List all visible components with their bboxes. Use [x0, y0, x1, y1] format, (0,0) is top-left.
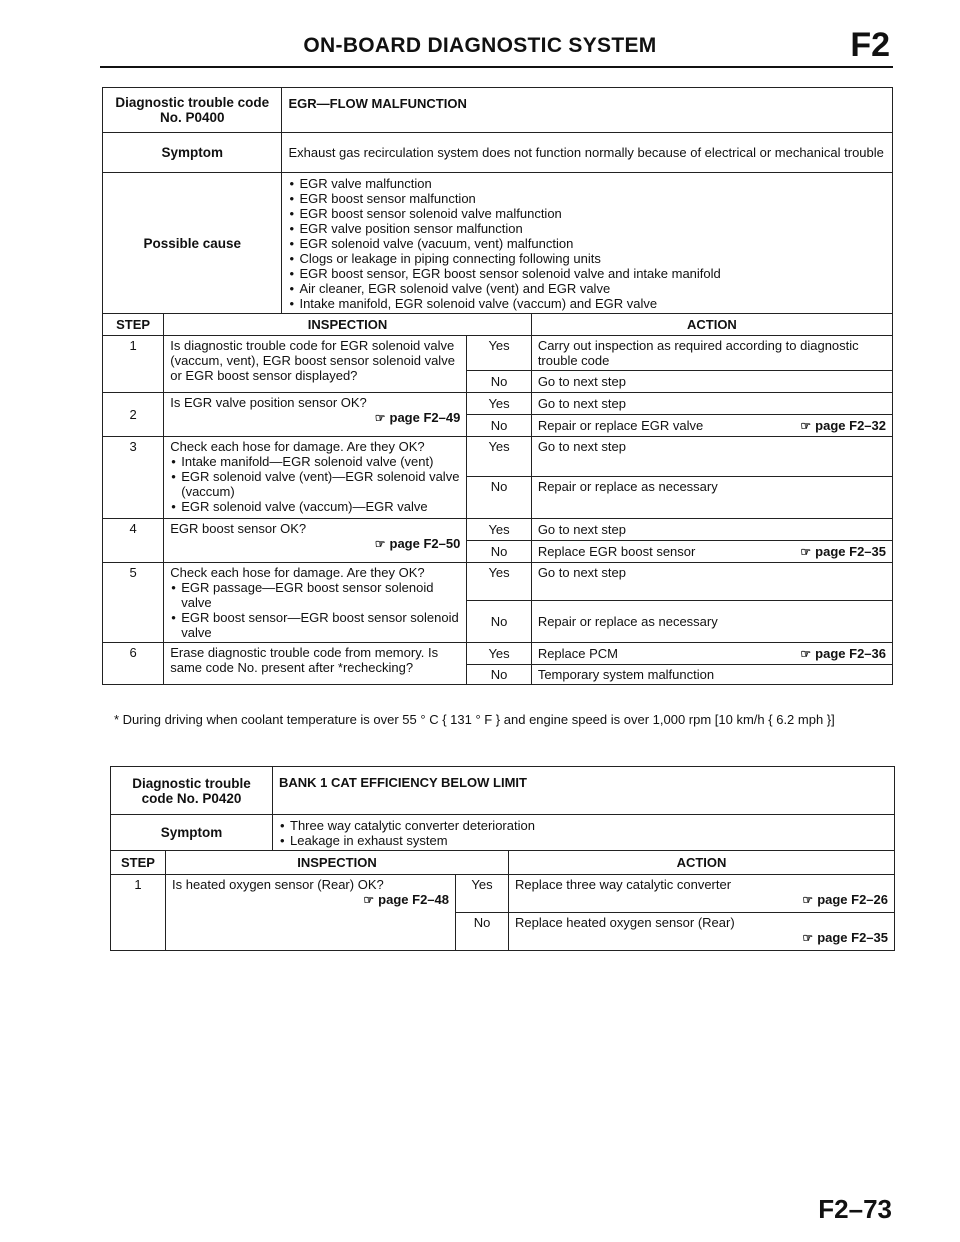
yes-action: Go to next step [531, 563, 892, 601]
inspection-text: EGR boost sensor OK? [170, 521, 307, 536]
symptom-text: Exhaust gas recirculation system does not function normally because of electrical or mechanical trouble [282, 133, 893, 173]
hose-item: • Intake manifold—EGR solenoid valve (vent) [181, 454, 460, 469]
yes-action-text: Replace three way catalytic converter [515, 877, 732, 892]
cause-item: • EGR valve malfunction [299, 176, 886, 191]
no-label: No [467, 600, 531, 642]
yes-action: Go to next step [531, 519, 892, 541]
cause-label: Possible cause [103, 173, 282, 314]
cause-item: • EGR boost sensor malfunction [299, 191, 886, 206]
cause-item: • EGR solenoid valve (vacuum, vent) malfunction [299, 236, 886, 251]
yes-action: Go to next step [531, 393, 892, 415]
hose-item: • EGR solenoid valve (vaccum)—EGR valve [181, 499, 460, 514]
dtc-label: Diagnostic trouble code No. P0420 [111, 767, 273, 815]
reference [170, 536, 460, 552]
page-reference-text: page F2–32 [815, 417, 886, 433]
no-action [531, 415, 892, 437]
step-header: STEP [103, 314, 164, 336]
subcause-item: • Intake manifold, EGR solenoid valve (vaccum) and EGR valve [299, 296, 886, 311]
yes-action [509, 875, 895, 913]
inspection-cell [164, 393, 467, 437]
no-label: No [456, 913, 509, 951]
inspection-text: Erase diagnostic trouble code from memory. Is same code No. present after *rechecking? [164, 643, 467, 685]
step-number: 5 [103, 563, 164, 643]
yes-action: Go to next step [531, 437, 892, 477]
no-action-text: Replace EGR boost sensor [537, 543, 696, 559]
dtc-label: Diagnostic trouble code No. P0400 [103, 88, 282, 133]
yes-label: Yes [467, 563, 531, 601]
reference [515, 892, 888, 908]
subcause-item: • Air cleaner, EGR solenoid valve (vent) and EGR valve [299, 281, 886, 296]
page-reference[interactable]: page F2–49 [389, 410, 461, 425]
hose-item: • EGR solenoid valve (vent)—EGR solenoid valve (vaccum) [181, 469, 460, 499]
yes-action: Carry out inspection as required according to diagnostic trouble code [531, 336, 892, 371]
pointing-hand-icon: ☞ [800, 646, 812, 661]
hose-item: • EGR boost sensor—EGR boost sensor solenoid valve [181, 610, 460, 640]
dtc-title: EGR—FLOW MALFUNCTION [282, 88, 893, 133]
no-label: No [467, 371, 531, 393]
dtc-title: BANK 1 CAT EFFICIENCY BELOW LIMIT [273, 767, 895, 815]
no-label: No [467, 665, 531, 685]
page-reference[interactable] [800, 646, 886, 662]
dtc-table-p0400 [102, 87, 893, 685]
inspection-cell [164, 437, 467, 519]
no-action: Repair or replace as necessary [531, 477, 892, 519]
inspection-cell [166, 875, 456, 951]
dtc-table-p0420 [110, 766, 895, 951]
inspection-text: Check each hose for damage. Are they OK? [170, 439, 425, 454]
footnote: * During driving when coolant temperature is over 55 ° C { 131 ° F } and engine speed is over 1,000 rpm [10 km/h { 6.2 mph }] [114, 712, 835, 727]
yes-label: Yes [467, 393, 531, 415]
inspection-cell [164, 563, 467, 643]
step-number: 6 [103, 643, 164, 685]
page-title: ON-BOARD DIAGNOSTIC SYSTEM [303, 34, 657, 57]
symptom-label: Symptom [103, 133, 282, 173]
pointing-hand-icon: ☞ [802, 931, 814, 945]
inspection-text: Is heated oxygen sensor (Rear) OK? [172, 877, 384, 892]
step-number: 4 [103, 519, 164, 563]
page-reference[interactable]: page F2–50 [389, 536, 461, 551]
page-reference-text: page F2–35 [815, 543, 886, 559]
symptom-label: Symptom [111, 815, 273, 851]
yes-action-text: Replace PCM [537, 645, 619, 661]
step-header: STEP [111, 851, 166, 875]
yes-action [531, 643, 892, 665]
step-number: 2 [103, 393, 164, 437]
page-reference[interactable]: page F2–35 [817, 930, 889, 945]
page-reference[interactable] [800, 418, 886, 434]
yes-label: Yes [456, 875, 509, 913]
inspection-header: INSPECTION [166, 851, 509, 875]
page-number: F2–73 [818, 1194, 892, 1224]
yes-label: Yes [467, 643, 531, 665]
symptom-list [273, 815, 895, 851]
yes-label: Yes [467, 437, 531, 477]
no-label: No [467, 541, 531, 563]
step-number: 1 [103, 336, 164, 393]
page-reference[interactable]: page F2–48 [378, 892, 449, 907]
no-label: No [467, 415, 531, 437]
subcause-item: • EGR boost sensor, EGR boost sensor solenoid valve and intake manifold [299, 266, 886, 281]
reference [172, 892, 449, 908]
step-number: 1 [111, 875, 166, 951]
reference [515, 930, 888, 946]
action-header: ACTION [509, 851, 895, 875]
cause-item: • EGR valve position sensor malfunction [299, 221, 886, 236]
reference [170, 410, 460, 426]
cause-item: • Clogs or leakage in piping connecting following units [299, 251, 886, 266]
inspection-header: INSPECTION [164, 314, 532, 336]
inspection-cell [164, 519, 467, 563]
no-action: Go to next step [531, 371, 892, 393]
pointing-hand-icon: ☞ [374, 537, 386, 551]
symptom-item: • Three way catalytic converter deterioration [290, 818, 888, 833]
no-action [509, 913, 895, 951]
inspection-text: Is diagnostic trouble code for EGR solenoid valve (vaccum, vent), EGR boost sensor solenoid valve or EGR boost sensor displayed? [164, 336, 467, 393]
page-reference-text: page F2–36 [815, 645, 886, 661]
yes-label: Yes [467, 336, 531, 371]
hose-item: • EGR passage—EGR boost sensor solenoid valve [181, 580, 460, 610]
yes-label: Yes [467, 519, 531, 541]
pointing-hand-icon: ☞ [800, 544, 812, 559]
no-action: Repair or replace as necessary [531, 600, 892, 642]
cause-list [282, 173, 893, 314]
cause-item: • EGR boost sensor solenoid valve malfunction [299, 206, 886, 221]
pointing-hand-icon: ☞ [374, 411, 386, 425]
step-number: 3 [103, 437, 164, 519]
no-action-text: Repair or replace EGR valve [537, 417, 704, 433]
inspection-text: Is EGR valve position sensor OK? [170, 395, 367, 410]
symptom-item: • Leakage in exhaust system [290, 833, 888, 848]
no-label: No [467, 477, 531, 519]
page-reference[interactable]: page F2–26 [817, 892, 889, 907]
pointing-hand-icon: ☞ [802, 893, 814, 907]
pointing-hand-icon: ☞ [800, 418, 812, 433]
page-reference[interactable] [800, 544, 886, 560]
action-header: ACTION [531, 314, 892, 336]
no-action: Temporary system malfunction [531, 665, 892, 685]
no-action-text: Replace heated oxygen sensor (Rear) [515, 915, 735, 930]
inspection-text: Check each hose for damage. Are they OK? [170, 565, 425, 580]
header-rule [100, 66, 893, 68]
pointing-hand-icon: ☞ [363, 893, 375, 907]
no-action [531, 541, 892, 563]
section-code: F2 [850, 26, 890, 64]
